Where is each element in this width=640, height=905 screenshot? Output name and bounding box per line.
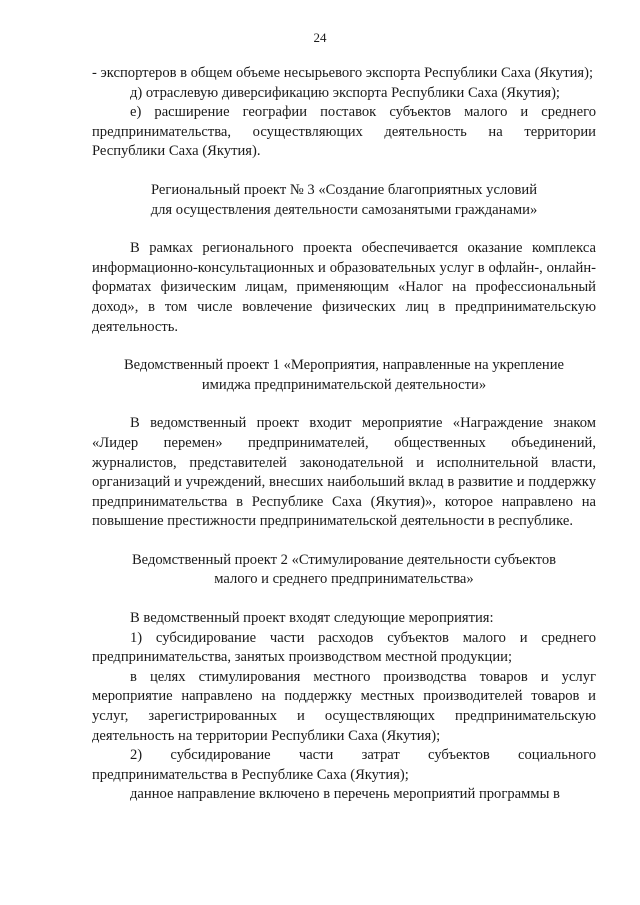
document-body bbox=[92, 64, 596, 805]
section-heading-regional-project-3 bbox=[92, 181, 596, 220]
paragraph-activity-1-goal: в целях стимулирования местного производства товаров и услуг мероприятие направлено на поддержку местных производителей товаров и услуг, зарегистрированных и осуществляющих предпринимательскую деятельность на территории Республики Саха (Якутия); bbox=[92, 668, 596, 744]
section-heading-departmental-project-1 bbox=[92, 356, 596, 395]
paragraph-item-e: е) расширение географии поставок субъектов малого и среднего предпринимательства, осуществляющих деятельность на территории Республики Саха (Якутия). bbox=[92, 104, 596, 160]
paragraph-exporters-share: - экспортеров в общем объеме несырьевого экспорта Республики Саха (Якутия); bbox=[92, 65, 594, 81]
paragraph-activity-1: 1) субсидирование части расходов субъектов малого и среднего предпринимательства, занятых производством местной продукции; bbox=[92, 629, 596, 666]
paragraph-activities-intro: В ведомственный проект входят следующие мероприятия: bbox=[130, 610, 494, 627]
page-number: 24 bbox=[313, 30, 327, 45]
paragraph-departmental-project-1: В ведомственный проект входит мероприятие «Награждение знаком «Лидер перемен» предпринимателей, общественных объединений, журналистов, представителей законодательной и исполнительной власти, организаций и учреждений, внесших наибольший вклад в развитие и поддержку предпринимательства в Республике Саха (Якутия)», которое направлено на повышение престижности предпринимательской деятельности в республике. bbox=[92, 415, 596, 530]
heading-line: малого и среднего предпринимательства» bbox=[214, 571, 474, 588]
paragraph-item-d: д) отраслевую диверсификацию экспорта Республики Саха (Якутия); bbox=[130, 84, 560, 101]
section-heading-departmental-project-2 bbox=[92, 551, 596, 590]
heading-line: Ведомственный проект 1 «Мероприятия, направленные на укрепление bbox=[123, 357, 565, 374]
heading-line: Ведомственный проект 2 «Стимулирование деятельности субъектов bbox=[131, 551, 557, 568]
heading-line: для осуществления деятельности самозанятыми гражданами» bbox=[150, 201, 538, 218]
heading-line: Региональный проект № 3 «Создание благоприятных условий bbox=[150, 181, 538, 198]
heading-line: имиджа предпринимательской деятельности» bbox=[201, 376, 487, 393]
paragraph-activity-2: 2) субсидирование части затрат субъектов социального предпринимательства в Республике Саха (Якутия); bbox=[92, 747, 596, 783]
paragraph-activity-2-note: данное направление включено в перечень мероприятий программы в bbox=[130, 786, 560, 803]
paragraph-regional-project-3: В рамках регионального проекта обеспечивается оказание комплекса информационно-консультационных и образовательных услуг в офлайн-, онлайн-форматах физическим лицам, применяющим «Налог на профессиональный доход», в том числе вовлечение физических лиц в предпринимательскую деятельность. bbox=[92, 240, 596, 335]
